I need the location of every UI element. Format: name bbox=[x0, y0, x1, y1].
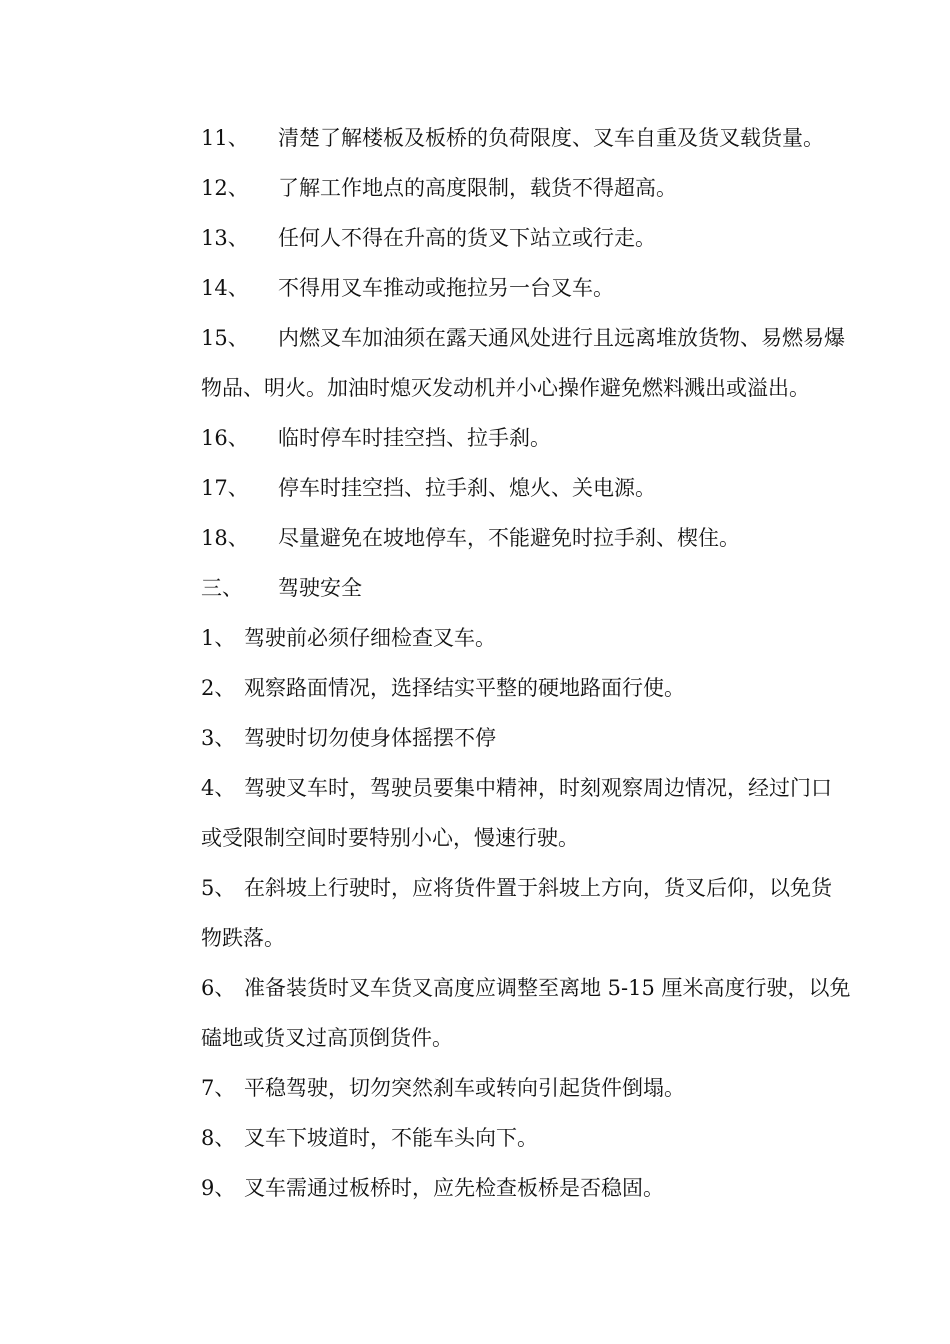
item-number: 3、 bbox=[201, 726, 236, 750]
list-item bbox=[201, 413, 877, 463]
list-item-continuation bbox=[201, 363, 877, 413]
item-number: 17、 bbox=[201, 476, 249, 500]
item-number: 4、 bbox=[201, 776, 236, 800]
item-number: 15、 bbox=[201, 326, 249, 350]
item-number: 6、 bbox=[201, 976, 236, 1000]
item-text: 驾驶前必须仔细检查叉车。 bbox=[244, 626, 496, 650]
item-number: 16、 bbox=[201, 426, 249, 450]
item-text: 物跌落。 bbox=[201, 926, 285, 950]
item-text: 驾驶叉车时，驾驶员要集中精神，时刻观察周边情况，经过门口 bbox=[244, 776, 832, 800]
item-number: 1、 bbox=[201, 626, 236, 650]
item-number: 8、 bbox=[201, 1126, 236, 1150]
item-text: 内燃叉车加油须在露天通风处进行且远离堆放货物、易燃易爆 bbox=[278, 326, 845, 350]
list-item bbox=[201, 463, 877, 513]
list-item bbox=[201, 1163, 877, 1213]
item-number: 11、 bbox=[201, 126, 249, 150]
list-item bbox=[201, 113, 877, 163]
item-text: 驾驶时切勿使身体摇摆不停 bbox=[244, 726, 496, 750]
item-text: 准备装货时叉车货叉高度应调整至离地 5-15 厘米高度行驶，以免 bbox=[244, 976, 851, 1000]
item-text: 不得用叉车推动或拖拉另一台叉车。 bbox=[278, 276, 614, 300]
list-item bbox=[201, 663, 877, 713]
list-item bbox=[201, 1063, 877, 1113]
list-item bbox=[201, 863, 877, 913]
list-item bbox=[201, 1113, 877, 1163]
list-item-continuation bbox=[201, 1013, 877, 1063]
section-title: 驾驶安全 bbox=[278, 576, 362, 600]
item-text: 磕地或货叉过高顶倒货件。 bbox=[201, 1026, 453, 1050]
list-item-continuation bbox=[201, 813, 877, 863]
list-item bbox=[201, 613, 877, 663]
item-number: 12、 bbox=[201, 176, 249, 200]
item-text: 停车时挂空挡、拉手刹、熄火、关电源。 bbox=[278, 476, 656, 500]
item-text: 观察路面情况，选择结实平整的硬地路面行使。 bbox=[244, 676, 685, 700]
list-item bbox=[201, 213, 877, 263]
item-text: 在斜坡上行驶时，应将货件置于斜坡上方向，货叉后仰，以免货 bbox=[244, 876, 832, 900]
list-item-continuation bbox=[201, 913, 877, 963]
item-number: 13、 bbox=[201, 226, 249, 250]
item-number: 14、 bbox=[201, 276, 249, 300]
item-number: 18、 bbox=[201, 526, 249, 550]
list-item bbox=[201, 263, 877, 313]
section-number: 三、 bbox=[201, 576, 243, 600]
list-item bbox=[201, 713, 877, 763]
section-heading bbox=[201, 563, 877, 613]
item-text: 尽量避免在坡地停车，不能避免时拉手刹、楔住。 bbox=[278, 526, 740, 550]
list-item bbox=[201, 763, 877, 813]
item-number: 2、 bbox=[201, 676, 236, 700]
item-text: 叉车需通过板桥时，应先检查板桥是否稳固。 bbox=[244, 1176, 664, 1200]
item-text: 任何人不得在升高的货叉下站立或行走。 bbox=[278, 226, 656, 250]
item-text: 或受限制空间时要特别小心，慢速行驶。 bbox=[201, 826, 579, 850]
list-item bbox=[201, 313, 877, 363]
list-item bbox=[201, 163, 877, 213]
item-text: 了解工作地点的高度限制，载货不得超高。 bbox=[278, 176, 677, 200]
item-text: 临时停车时挂空挡、拉手刹。 bbox=[278, 426, 551, 450]
item-text: 物品、明火。加油时熄灭发动机并小心操作避免燃料溅出或溢出。 bbox=[201, 376, 810, 400]
item-number: 5、 bbox=[201, 876, 236, 900]
item-text: 清楚了解楼板及板桥的负荷限度、叉车自重及货叉载货量。 bbox=[278, 126, 824, 150]
item-text: 平稳驾驶，切勿突然刹车或转向引起货件倒塌。 bbox=[244, 1076, 685, 1100]
item-number: 9、 bbox=[201, 1176, 236, 1200]
item-number: 7、 bbox=[201, 1076, 236, 1100]
document-body bbox=[201, 113, 877, 1213]
list-item bbox=[201, 513, 877, 563]
list-item bbox=[201, 963, 877, 1013]
item-text: 叉车下坡道时，不能车头向下。 bbox=[244, 1126, 538, 1150]
